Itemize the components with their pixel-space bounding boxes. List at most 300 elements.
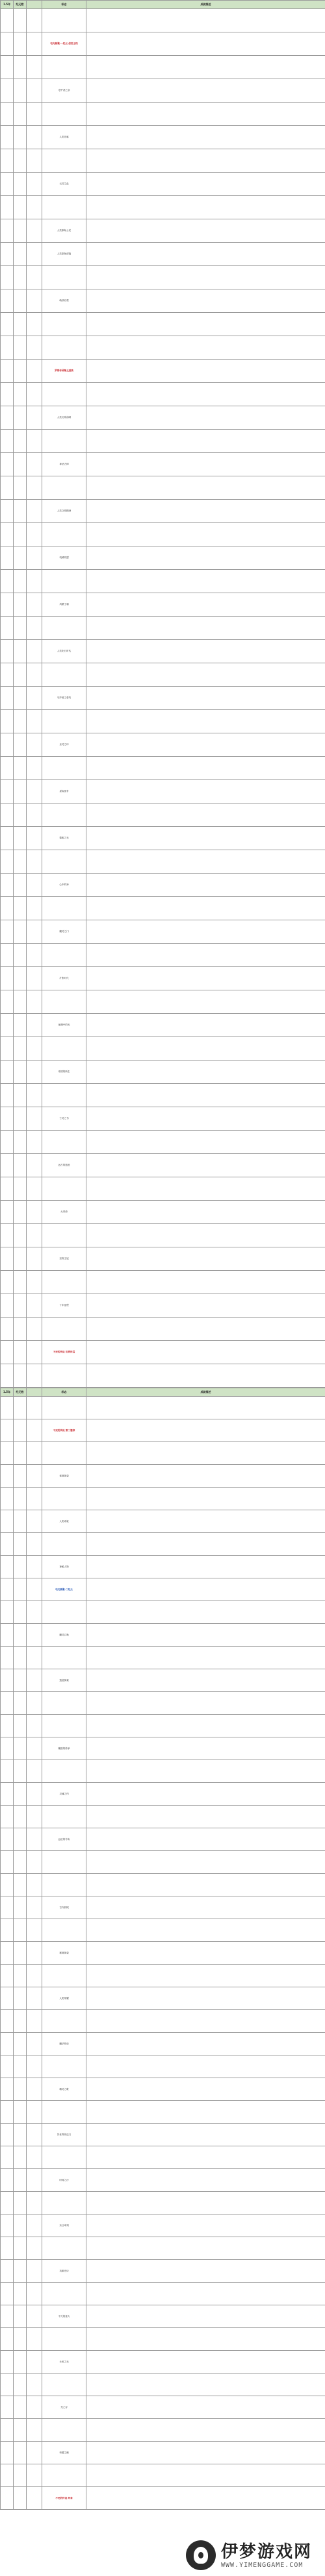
table-row: [1, 500, 325, 523]
name-cell: 守护者之誓约: [42, 687, 86, 710]
name-cell: 谜境探索: [42, 1465, 86, 1488]
table-row: [1, 617, 325, 640]
number-cell: [27, 640, 42, 663]
year-cell: [1, 2078, 14, 2101]
version-cell: [14, 1201, 27, 1224]
year-cell: [1, 1806, 14, 1828]
table-row: [1, 126, 325, 149]
table-row: [1, 1896, 325, 1919]
year-cell: [1, 1874, 14, 1896]
description-cell: [86, 2055, 325, 2078]
year-cell: [1, 710, 14, 733]
description-cell: [86, 2305, 325, 2328]
name-cell: [42, 149, 86, 173]
table-row: [1, 149, 325, 173]
table-row: [1, 1987, 325, 2010]
year-cell: [1, 546, 14, 570]
version-cell: [14, 336, 27, 360]
number-cell: [27, 1737, 42, 1760]
name-cell: 亡灵之书: [42, 1107, 86, 1131]
number-cell: [27, 2396, 42, 2419]
year-cell: [1, 1271, 14, 1294]
header-name: 标志: [42, 1, 86, 9]
table-row: [1, 1364, 325, 1388]
name-cell: 人类原始公民: [42, 219, 86, 243]
description-cell: [86, 944, 325, 967]
description-cell: [86, 126, 325, 149]
number-cell: [27, 1037, 42, 1061]
version-cell: [14, 617, 27, 640]
year-cell: [1, 313, 14, 336]
description-cell: [86, 289, 325, 313]
table-row: [1, 1131, 325, 1154]
name-cell: [42, 1364, 86, 1388]
description-cell: [86, 1131, 325, 1154]
table-row: [1, 1715, 325, 1737]
year-cell: [1, 1692, 14, 1715]
version-cell: [14, 1397, 27, 1419]
description-cell: [86, 897, 325, 920]
name-cell: 元初之血: [42, 173, 86, 196]
number-cell: [27, 1341, 42, 1364]
number-cell: [27, 1578, 42, 1601]
year-cell: [1, 1397, 14, 1419]
year-cell: [1, 1987, 14, 2010]
description-cell: [86, 523, 325, 546]
number-cell: [27, 2214, 42, 2237]
number-cell: [27, 944, 42, 967]
year-cell: [1, 944, 14, 967]
name-cell: [42, 663, 86, 687]
description-cell: [86, 2487, 325, 2510]
number-cell: [27, 32, 42, 56]
name-cell: [42, 1397, 86, 1419]
number-cell: [27, 2442, 42, 2464]
name-cell: [42, 266, 86, 289]
number-cell: [27, 2010, 42, 2033]
header-version-2: 纪元数: [14, 1388, 27, 1397]
version-cell: [14, 1715, 27, 1737]
version-cell: [14, 1488, 27, 1510]
description-cell: [86, 1014, 325, 1037]
name-cell: 远古的遗迹: [42, 1154, 86, 1177]
year-cell: [1, 79, 14, 103]
table-row: [1, 336, 325, 360]
table-row: [1, 103, 325, 126]
number-cell: [27, 1987, 42, 2010]
number-cell: [27, 243, 42, 266]
name-cell: [42, 990, 86, 1014]
version-cell: [14, 1419, 27, 1442]
year-cell: [1, 663, 14, 687]
year-cell: [1, 56, 14, 79]
year-cell: [1, 874, 14, 897]
table-row: [1, 2192, 325, 2214]
number-cell: [27, 1942, 42, 1965]
version-cell: [14, 2101, 27, 2124]
name-cell: [42, 1851, 86, 1874]
name-cell: 龙之谷: [42, 2396, 86, 2419]
number-cell: [27, 1556, 42, 1578]
number-cell: [27, 827, 42, 850]
description-cell: [86, 1084, 325, 1107]
number-cell: [27, 1014, 42, 1037]
table-row: [1, 874, 325, 897]
description-cell: [86, 2351, 325, 2374]
description-cell: [86, 79, 325, 103]
table-row: [1, 313, 325, 336]
name-cell: 遗迹探索: [42, 1669, 86, 1692]
description-cell: [86, 803, 325, 827]
year-cell: [1, 920, 14, 944]
number-cell: [27, 710, 42, 733]
table-row: [1, 2124, 325, 2146]
table-row: [1, 2146, 325, 2169]
number-cell: [27, 1783, 42, 1806]
description-cell: [86, 1177, 325, 1201]
number-cell: [27, 1107, 42, 1131]
number-cell: [27, 500, 42, 523]
table-row: [1, 406, 325, 430]
year-cell: [1, 500, 14, 523]
name-cell: 魔法传说: [42, 2033, 86, 2055]
year-cell: [1, 2055, 14, 2078]
version-cell: [14, 56, 27, 79]
table-row: [1, 803, 325, 827]
description-cell: [86, 336, 325, 360]
year-cell: [1, 1510, 14, 1533]
version-cell: [14, 1510, 27, 1533]
version-cell: [14, 383, 27, 406]
table-row: [1, 476, 325, 500]
version-cell: [14, 1177, 27, 1201]
table-row: [1, 1533, 325, 1556]
table-row: [1, 1647, 325, 1669]
version-cell: [14, 2078, 27, 2101]
version-cell: [14, 710, 27, 733]
description-cell: [86, 570, 325, 593]
name-cell: [42, 2101, 86, 2124]
version-cell: [14, 2396, 27, 2419]
year-cell: [1, 1760, 14, 1783]
name-cell: [42, 1318, 86, 1341]
description-cell: [86, 1851, 325, 1874]
table-row: [1, 990, 325, 1014]
header-description-2: 成就描述: [86, 1388, 325, 1397]
description-cell: [86, 476, 325, 500]
description-cell: [86, 1692, 325, 1715]
table-row: [1, 79, 325, 103]
description-cell: [86, 360, 325, 383]
version-cell: [14, 500, 27, 523]
year-cell: [1, 383, 14, 406]
number-cell: [27, 2464, 42, 2487]
year-cell: [1, 2010, 14, 2033]
name-cell: 萌芽启蒙: [42, 289, 86, 313]
version-cell: [14, 313, 27, 336]
version-cell: [14, 2055, 27, 2078]
description-cell: [86, 2124, 325, 2146]
number-cell: [27, 757, 42, 780]
number-cell: [27, 360, 42, 383]
number-cell: [27, 1647, 42, 1669]
year-cell: [1, 1919, 14, 1942]
year-cell: [1, 2033, 14, 2055]
name-cell: [42, 2055, 86, 2078]
number-cell: [27, 2033, 42, 2055]
table-row: [1, 1341, 325, 1364]
number-cell: [27, 2124, 42, 2146]
year-cell: [1, 9, 14, 32]
table-row: [1, 430, 325, 453]
table-row: [1, 827, 325, 850]
name-cell: [42, 570, 86, 593]
version-cell: [14, 79, 27, 103]
year-cell: [1, 173, 14, 196]
name-cell: [42, 1084, 86, 1107]
number-cell: [27, 850, 42, 874]
version-cell: [14, 687, 27, 710]
year-cell: [1, 2442, 14, 2464]
year-cell: [1, 593, 14, 617]
year-cell: [1, 196, 14, 219]
description-cell: [86, 733, 325, 757]
name-cell: 永恒之光: [42, 2351, 86, 2374]
name-cell: [42, 1224, 86, 1247]
name-cell: [42, 944, 86, 967]
version-cell: [14, 32, 27, 56]
description-cell: [86, 9, 325, 32]
name-cell: 罗斯帝国集主道统: [42, 360, 86, 383]
description-cell: [86, 2283, 325, 2305]
number-cell: [27, 1294, 42, 1318]
table-row: [1, 1014, 325, 1037]
table-row: [1, 1510, 325, 1533]
table-row: [1, 1397, 325, 1419]
year-cell: [1, 2374, 14, 2396]
version-cell: [14, 1442, 27, 1465]
year-cell: [1, 1556, 14, 1578]
version-cell: [14, 1624, 27, 1647]
header-year: 1.5年: [1, 1, 14, 9]
name-cell: 神圣古律: [42, 453, 86, 476]
table-row: [1, 710, 325, 733]
name-cell: [42, 56, 86, 79]
description-cell: [86, 103, 325, 126]
description-cell: [86, 2464, 325, 2487]
version-cell: [14, 1271, 27, 1294]
description-cell: [86, 1669, 325, 1692]
year-cell: [1, 2169, 14, 2192]
name-cell: [42, 1131, 86, 1154]
name-cell: 灵魂之约: [42, 1783, 86, 1806]
name-cell: 人类成就: [42, 1510, 86, 1533]
version-cell: [14, 9, 27, 32]
description-cell: [86, 1647, 325, 1669]
description-cell: [86, 920, 325, 944]
site-watermark: [186, 2537, 322, 2573]
name-cell: [42, 1177, 86, 1201]
year-cell: [1, 1154, 14, 1177]
year-cell: [1, 1224, 14, 1247]
number-cell: [27, 56, 42, 79]
year-cell: [1, 2419, 14, 2442]
name-cell: [42, 2419, 86, 2442]
table-row: [1, 32, 325, 56]
version-cell: [14, 663, 27, 687]
table-row: [1, 663, 325, 687]
table-row: [1, 1442, 325, 1465]
version-cell: [14, 2237, 27, 2260]
table-row: [1, 219, 325, 243]
year-cell: [1, 1442, 14, 1465]
description-cell: [86, 2010, 325, 2033]
year-cell: [1, 1419, 14, 1442]
year-cell: [1, 126, 14, 149]
name-cell: 人类先驱: [42, 126, 86, 149]
year-cell: [1, 2487, 14, 2510]
number-cell: [27, 780, 42, 803]
description-cell: [86, 2260, 325, 2283]
table-row: [1, 2010, 325, 2033]
description-cell: [86, 32, 325, 56]
version-cell: [14, 406, 27, 430]
name-cell: [42, 476, 86, 500]
table-row: [1, 523, 325, 546]
description-cell: [86, 850, 325, 874]
table-row: [1, 2055, 325, 2078]
table-row: [1, 920, 325, 944]
table-row: [1, 2214, 325, 2237]
version-cell: [14, 2169, 27, 2192]
description-cell: [86, 406, 325, 430]
year-cell: [1, 1783, 14, 1806]
version-cell: [14, 1669, 27, 1692]
number-cell: [27, 663, 42, 687]
description-cell: [86, 687, 325, 710]
description-cell: [86, 1442, 325, 1465]
version-cell: [14, 2351, 27, 2374]
description-cell: [86, 243, 325, 266]
table-row: [1, 1294, 325, 1318]
year-cell: [1, 780, 14, 803]
description-cell: [86, 874, 325, 897]
year-cell: [1, 1318, 14, 1341]
number-cell: [27, 2146, 42, 2169]
header-name-2: 标志: [42, 1388, 86, 1397]
name-cell: [42, 1692, 86, 1715]
description-cell: [86, 1201, 325, 1224]
year-cell: [1, 360, 14, 383]
version-cell: [14, 1014, 27, 1037]
year-cell: [1, 2351, 14, 2374]
number-cell: [27, 1510, 42, 1533]
description-cell: [86, 1510, 325, 1533]
table-row: [1, 2169, 325, 2192]
year-cell: [1, 640, 14, 663]
version-cell: [14, 1556, 27, 1578]
table-row: [1, 687, 325, 710]
number-cell: [27, 2374, 42, 2396]
description-cell: [86, 1556, 325, 1578]
name-cell: [42, 1647, 86, 1669]
version-cell: [14, 360, 27, 383]
number-cell: [27, 79, 42, 103]
number-cell: [27, 803, 42, 827]
version-cell: [14, 196, 27, 219]
description-cell: [86, 780, 325, 803]
name-cell: [42, 757, 86, 780]
table-row: [1, 1919, 325, 1942]
version-cell: [14, 2033, 27, 2055]
table-row: [1, 1488, 325, 1510]
description-cell: [86, 2374, 325, 2396]
number-cell: [27, 2055, 42, 2078]
table-row: [1, 1061, 325, 1084]
name-cell: 圣灵之环: [42, 733, 86, 757]
description-cell: [86, 1737, 325, 1760]
name-cell: [42, 1488, 86, 1510]
number-cell: [27, 383, 42, 406]
version-cell: [14, 990, 27, 1014]
table-row: [1, 9, 325, 32]
name-cell: 古代机械: [42, 1896, 86, 1919]
description-cell: [86, 1037, 325, 1061]
description-cell: [86, 1578, 325, 1601]
version-cell: [14, 219, 27, 243]
table-header-row-2: [1, 1388, 325, 1397]
number-cell: [27, 1419, 42, 1442]
name-cell: 星际战争: [42, 780, 86, 803]
name-cell: [42, 710, 86, 733]
year-cell: [1, 990, 14, 1014]
name-cell: [42, 2237, 86, 2260]
description-cell: [86, 2237, 325, 2260]
description-cell: [86, 173, 325, 196]
version-cell: [14, 733, 27, 757]
name-cell: 人类文明前哨: [42, 406, 86, 430]
name-cell: [42, 1806, 86, 1828]
description-cell: [86, 2214, 325, 2237]
year-cell: [1, 2396, 14, 2419]
description-cell: [86, 1247, 325, 1271]
name-cell: [42, 196, 86, 219]
year-cell: [1, 1624, 14, 1647]
year-cell: [1, 1601, 14, 1624]
name-cell: [42, 9, 86, 32]
number-cell: [27, 1201, 42, 1224]
year-cell: [1, 2305, 14, 2328]
version-cell: [14, 476, 27, 500]
table-row: [1, 1578, 325, 1601]
name-cell: [42, 1965, 86, 1987]
description-cell: [86, 1987, 325, 2010]
number-cell: [27, 9, 42, 32]
name-cell: 魔族的传承: [42, 1737, 86, 1760]
year-cell: [1, 1488, 14, 1510]
description-cell: [86, 1488, 325, 1510]
name-cell: 神秘人物: [42, 1556, 86, 1578]
number-cell: [27, 430, 42, 453]
version-cell: [14, 1987, 27, 2010]
version-cell: [14, 1465, 27, 1488]
name-cell: [42, 2283, 86, 2305]
table-row: [1, 1737, 325, 1760]
description-cell: [86, 1760, 325, 1783]
number-cell: [27, 733, 42, 757]
name-cell: 时间之沙: [42, 2169, 86, 2192]
number-cell: [27, 2305, 42, 2328]
